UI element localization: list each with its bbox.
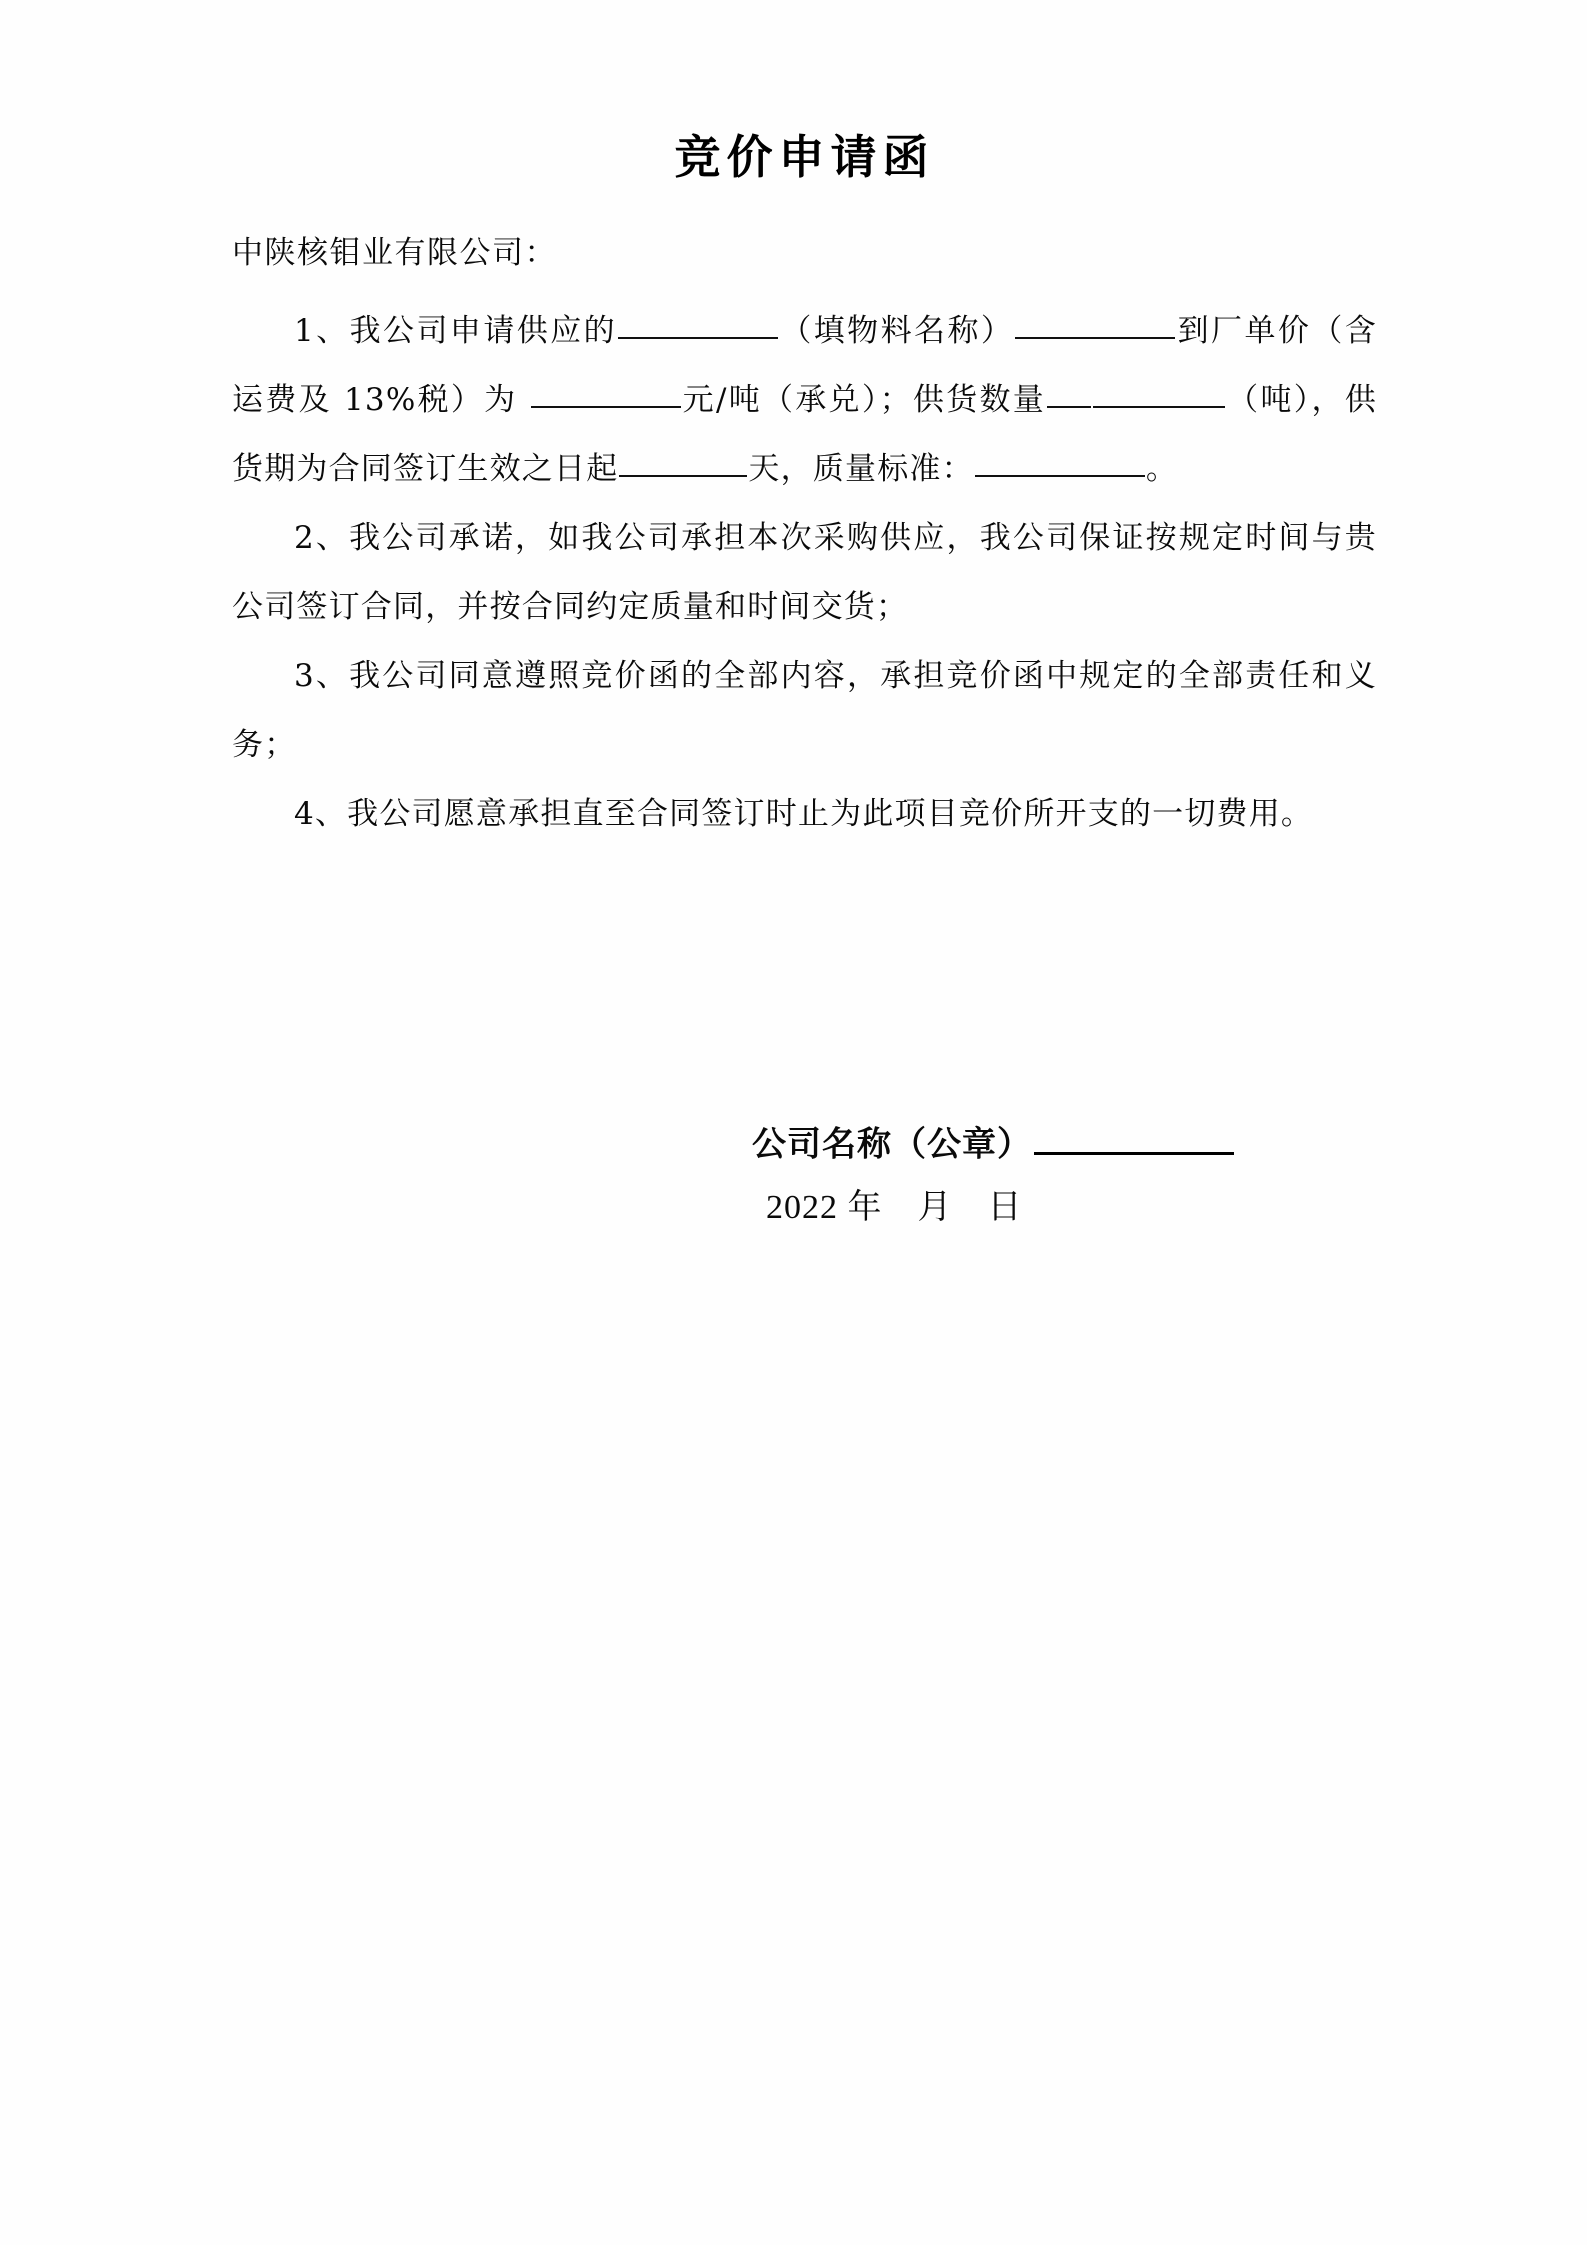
clause-4: [232, 780, 1377, 849]
page-title: 竞价申请函: [674, 132, 935, 183]
signature-block: [232, 1117, 1377, 1235]
unit-price-blank[interactable]: [531, 374, 681, 409]
clause-1-text-line3b: 天，质量标: [748, 451, 910, 488]
company-seal-label: 公司名称（公章）: [752, 1126, 1032, 1164]
clause-1-text-line3a: （吨），供货期为合同签订生效之日起: [232, 382, 1378, 488]
clause-1-text-a: 我公司申请供应的: [349, 313, 618, 350]
clause-2: [232, 504, 1377, 642]
supply-quantity-blank-b[interactable]: [1093, 374, 1225, 409]
supply-period-days-blank[interactable]: [619, 443, 747, 478]
clause-1-text-line4a: 准：: [909, 451, 974, 488]
material-name-blank-right[interactable]: [1015, 305, 1175, 340]
clause-3-text: 我公司同意遵照竞价函的全部内容，承担竞价函中规定的全部责任和义务；: [232, 658, 1377, 764]
clause-3-number: 3、: [294, 658, 350, 695]
supply-quantity-blank-a[interactable]: [1047, 374, 1091, 409]
clause-4-text: 我公司愿意承担直至合同签订时止为此项目竞价所开支的一切费用。: [347, 796, 1314, 833]
clause-2-text: 我公司承诺，如我公司承担本次采购供应，我公司保证按规定时间与贵公司签订合同，并按合同约定质量和时间交货；: [232, 520, 1377, 626]
clause-1-text-line2b: 元/吨（承兑）；供货数量: [681, 382, 1047, 419]
company-seal-line: [752, 1117, 1377, 1171]
clause-1: [232, 297, 1377, 504]
material-name-blank-left[interactable]: [618, 305, 778, 340]
clause-1-text-line2a: 单价（含运费及 13%税）为: [232, 313, 1377, 419]
clause-2-number: 2、: [294, 520, 350, 557]
document-body: [232, 130, 1377, 1235]
clause-3: [232, 642, 1377, 780]
clause-4-number: 4、: [294, 796, 348, 833]
clause-1-text-c: 到厂: [1176, 313, 1245, 350]
signature-date: 2022 年 月 日: [766, 1188, 1023, 1226]
clause-1-number: 1、: [294, 313, 350, 350]
quality-standard-blank[interactable]: [975, 443, 1145, 478]
signature-spacer: [232, 849, 1377, 1117]
clause-1-text-line4b: 。: [1145, 451, 1179, 488]
company-seal-blank[interactable]: [1034, 1117, 1234, 1155]
addressee-line: 中陕核钼业有限公司：: [232, 235, 557, 272]
clause-1-material-hint: （填物料名称）: [779, 313, 1015, 350]
